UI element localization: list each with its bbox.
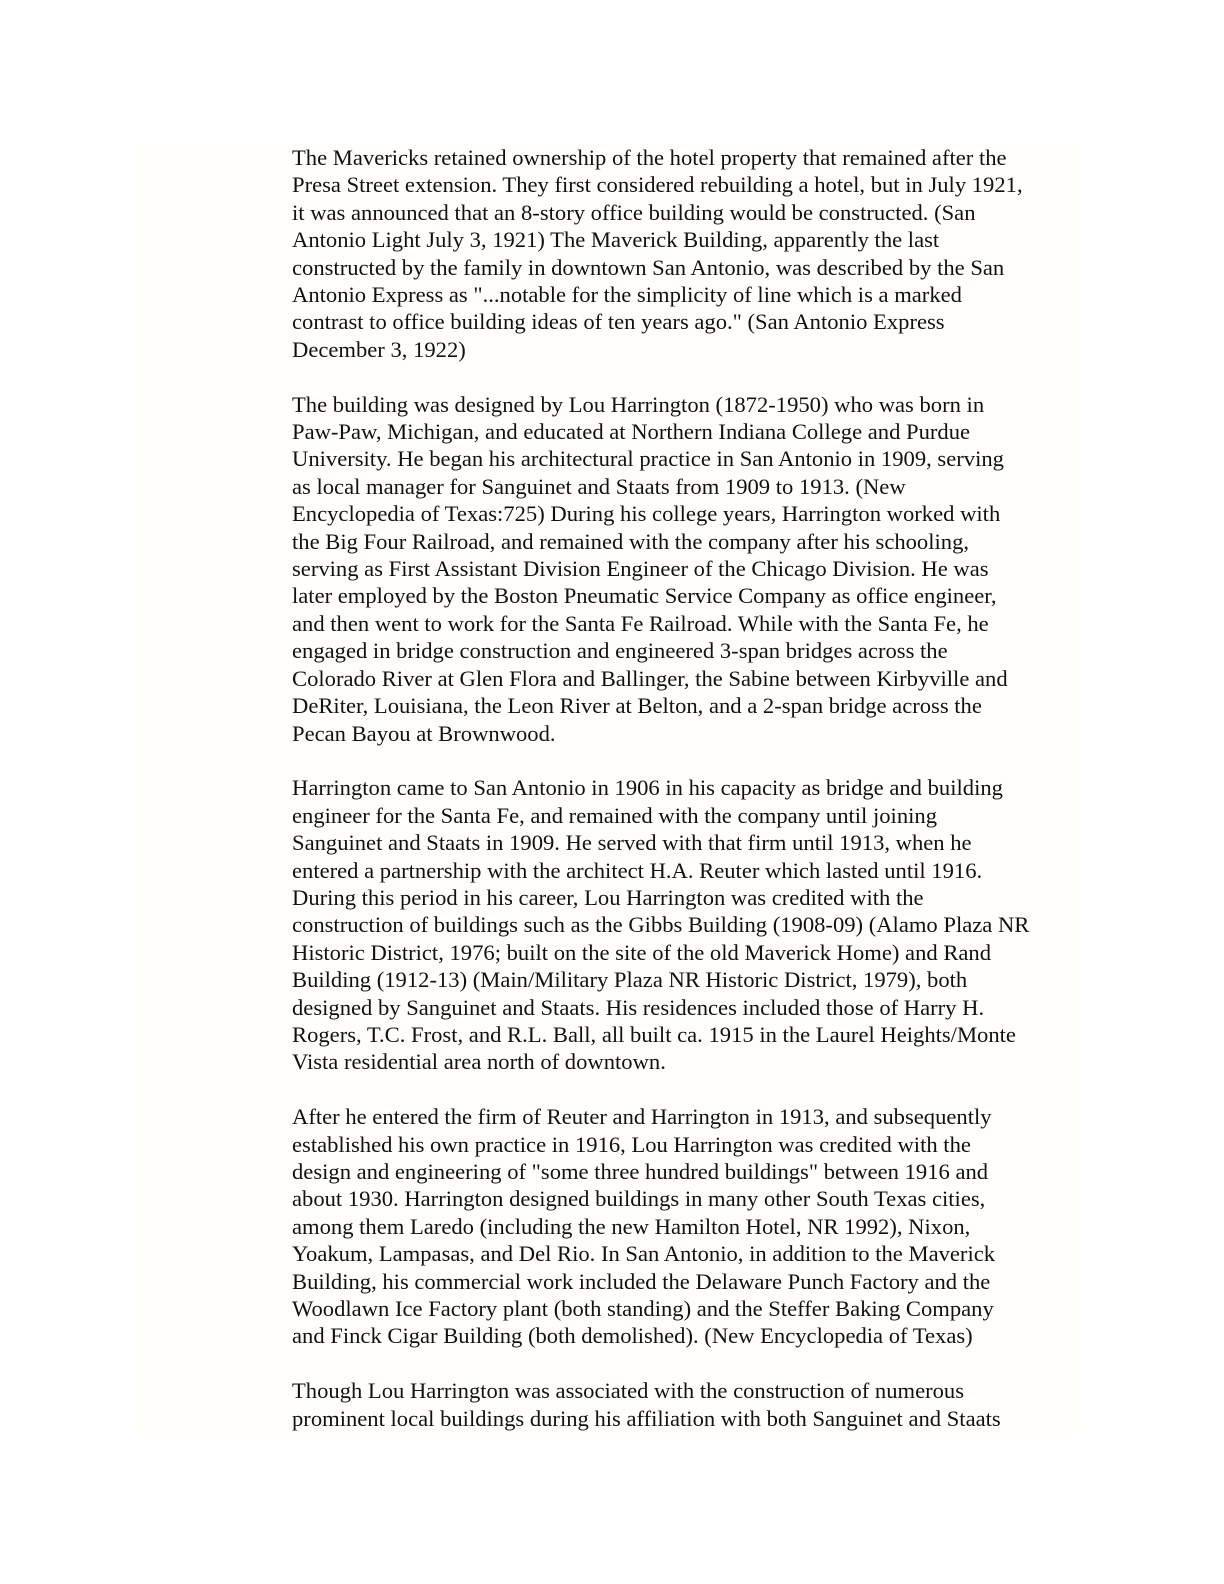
text-line: contrast to office building ideas of ten years ago." (San Antonio Express: [292, 309, 945, 335]
text-line: After he entered the firm of Reuter and Harrington in 1913, and subsequently: [292, 1104, 992, 1130]
text-line: During this period in his career, Lou Harrington was credited with the: [292, 884, 924, 910]
text-line: construction of buildings such as the Gibbs Building (1908-09) (Alamo Plaza NR: [292, 912, 1030, 938]
paragraph: [292, 144, 1082, 363]
text-line: Antonio Express as "...notable for the simplicity of line which is a marked: [292, 282, 962, 308]
text-line: about 1930. Harrington designed buildings in many other South Texas cities,: [292, 1186, 986, 1212]
text-line: engaged in bridge construction and engineered 3-span bridges across the: [292, 638, 948, 664]
text-line: Sanguinet and Staats in 1909. He served with that firm until 1913, when he: [292, 830, 972, 856]
text-line: later employed by the Boston Pneumatic Service Company as office engineer,: [292, 583, 997, 609]
text-line: Woodlawn Ice Factory plant (both standing) and the Steffer Baking Company: [292, 1296, 994, 1322]
text-line: engineer for the Santa Fe, and remained with the company until joining: [292, 802, 938, 828]
text-line: constructed by the family in downtown San Antonio, was described by the San: [292, 254, 1005, 280]
text-line: Building, his commercial work included the Delaware Punch Factory and the: [292, 1268, 991, 1294]
text-line: Encyclopedia of Texas:725) During his college years, Harrington worked with: [292, 501, 1001, 527]
text-line: Harrington came to San Antonio in 1906 in his capacity as bridge and building: [292, 775, 1003, 801]
paragraph: [292, 1377, 1082, 1432]
text-line: and Finck Cigar Building (both demolished). (New Encyclopedia of Texas): [292, 1323, 973, 1349]
text-line: among them Laredo (including the new Hamilton Hotel, NR 1992), Nixon,: [292, 1213, 971, 1239]
text-line: prominent local buildings during his affiliation with both Sanguinet and Staats: [292, 1405, 1001, 1431]
text-line: and then went to work for the Santa Fe Railroad. While with the Santa Fe, he: [292, 610, 989, 636]
text-line: Though Lou Harrington was associated with the construction of numerous: [292, 1378, 965, 1404]
text-line: The building was designed by Lou Harrington (1872-1950) who was born in: [292, 391, 985, 417]
paragraph: [292, 391, 1082, 747]
document-body: [292, 144, 1082, 1432]
text-line: serving as First Assistant Division Engineer of the Chicago Division. He was: [292, 556, 989, 582]
paragraph: [292, 774, 1082, 1075]
text-line: Presa Street extension. They first considered rebuilding a hotel, but in July 1921,: [292, 172, 1023, 198]
text-line: University. He began his architectural practice in San Antonio in 1909, serving: [292, 446, 1004, 472]
text-line: designed by Sanguinet and Staats. His residences included those of Harry H.: [292, 994, 985, 1020]
text-line: December 3, 1922): [292, 336, 466, 362]
text-line: Antonio Light July 3, 1921) The Maverick Building, apparently the last: [292, 227, 940, 253]
text-line: Pecan Bayou at Brownwood.: [292, 720, 556, 746]
text-line: design and engineering of "some three hundred buildings" between 1916 and: [292, 1158, 989, 1184]
text-line: Rogers, T.C. Frost, and R.L. Ball, all built ca. 1915 in the Laurel Heights/Monte: [292, 1021, 1016, 1047]
text-line: Historic District, 1976; built on the site of the old Maverick Home) and Rand: [292, 939, 992, 965]
text-line: as local manager for Sanguinet and Staats from 1909 to 1913. (New: [292, 473, 906, 499]
text-line: it was announced that an 8-story office building would be constructed. (San: [292, 199, 976, 225]
text-line: Yoakum, Lampasas, and Del Rio. In San Antonio, in addition to the Maverick: [292, 1241, 996, 1267]
text-line: Building (1912-13) (Main/Military Plaza NR Historic District, 1979), both: [292, 967, 968, 993]
text-line: The Mavericks retained ownership of the hotel property that remained after the: [292, 145, 1007, 170]
text-line: Paw-Paw, Michigan, and educated at Northern Indiana College and Purdue: [292, 419, 971, 445]
text-line: established his own practice in 1916, Lou Harrington was credited with the: [292, 1131, 971, 1157]
text-line: Vista residential area north of downtown.: [292, 1049, 666, 1075]
text-line: Colorado River at Glen Flora and Ballinger, the Sabine between Kirbyville and: [292, 665, 1008, 691]
text-line: entered a partnership with the architect H.A. Reuter which lasted until 1916.: [292, 857, 983, 883]
text-line: the Big Four Railroad, and remained with the company after his schooling,: [292, 528, 970, 554]
text-line: DeRiter, Louisiana, the Leon River at Belton, and a 2-span bridge across the: [292, 693, 982, 719]
paragraph: [292, 1103, 1082, 1350]
